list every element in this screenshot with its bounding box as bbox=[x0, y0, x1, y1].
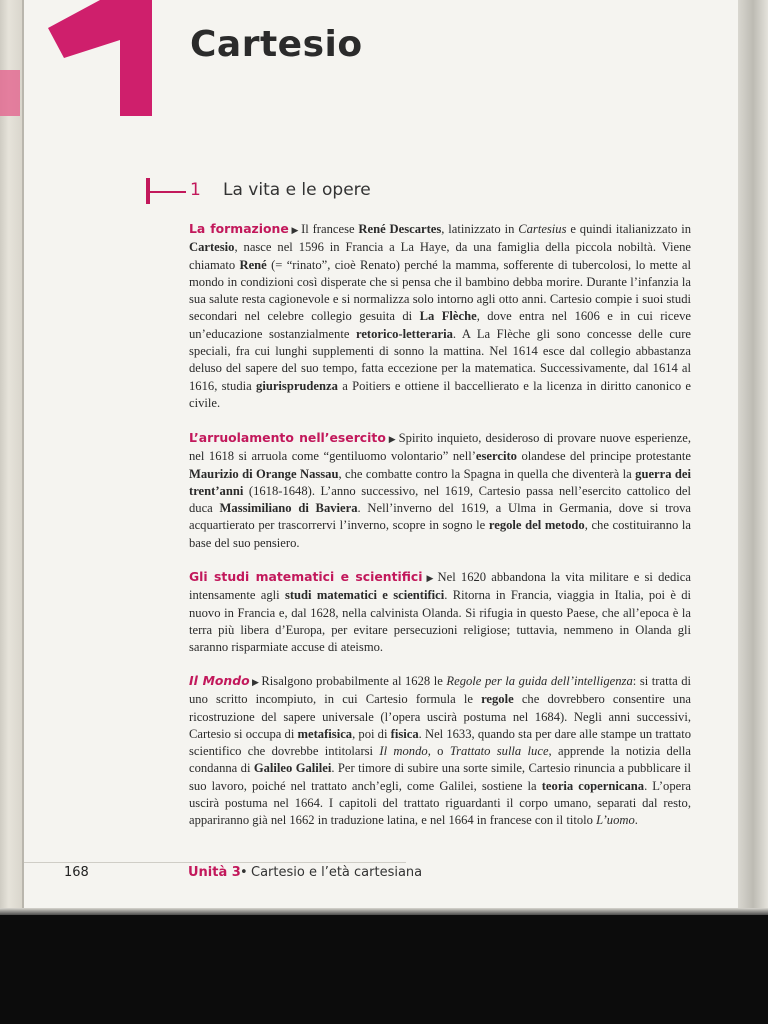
bold-term: esercito bbox=[475, 449, 517, 464]
body-text: . Ritorna in Francia, viaggia in Italia, poi è di nuovo in Francia e, dal 1628, nella calvinista Olanda. Si rifugia in questo Paese, che all’epoca è la terra più libera d’Europa, per evitare persecuzioni religiose; tuttavia, nemmeno in Olanda gli saranno risparmiate accuse di ateismo. bbox=[189, 588, 692, 655]
body-text: . Per timore di subire una sorte simile, Cartesio rinuncia a pubblicare il suo lavoro, poiché nel trattato anch’egli, come Galilei, sostiene la bbox=[189, 761, 691, 793]
body-text: , nasce nel 1596 in Francia a La Haye, da una famiglia della piccola nobiltà. Viene chiamato bbox=[189, 240, 691, 272]
body-text: , dove entra nel 1606 e in cui riceve un’educazione sostanzialmente bbox=[189, 309, 692, 341]
page-curl-shadow bbox=[738, 0, 768, 915]
arrow-icon: ▶ bbox=[251, 677, 260, 687]
section-number: 1 bbox=[190, 180, 201, 200]
arrow-icon: ▶ bbox=[387, 434, 397, 444]
bold-term: Galileo Galilei bbox=[253, 761, 332, 776]
body-text: (1618-1648). L’anno successivo, nel 1619, Cartesio passa nell’esercito cattolico del duca bbox=[189, 483, 691, 516]
bold-term: Massimiliano di Baviera bbox=[219, 501, 358, 516]
paragraph-heading: L’arruolamento nell’esercito bbox=[189, 430, 386, 445]
paragraph-heading: Il Mondo bbox=[189, 673, 250, 688]
bold-term: guerra dei trent’anni bbox=[189, 466, 692, 498]
body-text: Il francese bbox=[301, 222, 359, 236]
body-text: . A La Flèche gli sono concesse delle cure speciali, fra cui lunghi supplementi di sonno la mattina. Nel 1614 esce dal collegio abbastanza deluso del sapere del suo tempo, fatta eccezione per la matematica. Successivamente, dal 1614 al 1616, studia bbox=[189, 326, 691, 393]
body-text: Risalgono probabilmente al 1628 le bbox=[261, 674, 447, 688]
body-text: e quindi italianizzato in bbox=[566, 222, 691, 236]
italic-title: Regole per la guida dell’intelligenza bbox=[446, 674, 633, 688]
bold-term: teoria copernicana bbox=[541, 778, 645, 793]
bold-term: Cartesio bbox=[189, 240, 235, 255]
body-text: , che combatte contro la Spagna in quella che diventerà la bbox=[338, 466, 636, 481]
footer-rule bbox=[24, 862, 406, 863]
bold-term: fisica bbox=[390, 726, 419, 741]
chapter-title: Cartesio bbox=[190, 24, 363, 65]
body-text: olandese del principe protestante bbox=[516, 449, 691, 464]
italic-title: Cartesius bbox=[518, 222, 567, 236]
body-text: : si tratta di uno scritto incompiuto, in cui Cartesio formula le bbox=[189, 674, 692, 707]
body-text: che dovrebbero consentire una ricostruzione del sapere universale (l’opera uscirà postuma nel 1684). Negli anni successivi, Cartesio si occupa di bbox=[189, 692, 691, 741]
arrow-icon: ▶ bbox=[424, 573, 436, 583]
body-text: . L’opera uscirà postuma nel 1664. I capitoli del trattato riguardanti il corpo umano, separati dal resto, appariranno già nel 1662 in traduzione latina, e nel 1664 in francese con il titolo bbox=[189, 778, 692, 828]
body-text: , poi di bbox=[352, 726, 391, 741]
body-text: , apprende la notizia della condanna di bbox=[189, 744, 691, 776]
body-text: , che costituiranno la base del suo pensiero. bbox=[189, 518, 691, 550]
section-title: La vita e le opere bbox=[223, 180, 371, 200]
paragraph-heading: Gli studi matematici e scientifici bbox=[189, 569, 423, 584]
bold-term: René bbox=[239, 257, 267, 272]
body-text: , latinizzato in bbox=[441, 222, 519, 236]
bold-term: Maurizio di Orange Nassau bbox=[189, 466, 339, 481]
body-text: (= “rinato”, cioè Renato) perché la mamma, sofferente di tubercolosi, lo mette al mondo in condizioni così disperate che si pensa che il bambino debba morire. Durante l’infanzia la sua salute resta cagionevole e si normalizza solo intorno agli otto anni. Cartesio compie i suoi studi secondari nel celebre collegio gesuita di bbox=[189, 257, 691, 324]
bold-term: metafisica bbox=[297, 726, 353, 741]
chapter-number-graphic bbox=[40, 0, 152, 116]
body-text: . Nell’inverno del 1619, a Ulma in Germania, dove si trova acquartierato per trascorrervi l’inverno, scopre in sogno le bbox=[189, 501, 692, 533]
body-text: Spirito inquieto, desideroso di provare nuove esperienze, nel 1618 si arruola come “gentiluomo volontario” nell’ bbox=[189, 431, 692, 464]
bold-term: retorico-letteraria bbox=[355, 326, 453, 341]
body-text: . Nel 1633, quando sta per dare alle stampe un trattato scientifico che dovrebbe intitolarsi bbox=[189, 726, 692, 759]
paragraph-studi bbox=[189, 568, 691, 656]
footer-unit-title: Cartesio e l’età cartesiana bbox=[251, 865, 423, 880]
previous-page-color-tab bbox=[0, 70, 20, 116]
bold-term: La Flèche bbox=[419, 309, 477, 324]
body-text: Nel 1620 abbandona la vita militare e si dedica intensamente agli bbox=[189, 570, 691, 603]
paragraph-heading: La formazione bbox=[189, 221, 289, 236]
paragraph-formazione bbox=[189, 220, 691, 412]
italic-title: L’uomo bbox=[596, 813, 635, 828]
italic-title: Trattato sulla luce bbox=[449, 744, 549, 759]
body-text: , o bbox=[427, 744, 450, 759]
bold-term: regole bbox=[481, 692, 514, 707]
paragraph-mondo bbox=[189, 672, 691, 830]
footer-separator: • bbox=[240, 865, 248, 880]
bold-term: regole del metodo bbox=[488, 518, 585, 533]
section-marker-line bbox=[150, 191, 186, 193]
arrow-icon: ▶ bbox=[290, 225, 300, 235]
bold-term: studi matematici e scientifici bbox=[284, 588, 445, 603]
page-number: 168 bbox=[64, 865, 89, 880]
footer-unit-label: Unità 3 bbox=[188, 865, 241, 880]
paragraph-arruolamento bbox=[189, 429, 691, 552]
italic-title: Il mondo bbox=[379, 744, 428, 759]
bold-term: giurisprudenza bbox=[256, 378, 338, 393]
previous-page-edge bbox=[0, 0, 22, 915]
bold-term: René Descartes bbox=[358, 222, 442, 236]
body-text: a Poitiers e ottiene il baccellierato e la licenza in diritto canonico e civile. bbox=[189, 378, 692, 410]
body-text: . bbox=[634, 813, 638, 828]
scanner-background bbox=[0, 915, 768, 1024]
